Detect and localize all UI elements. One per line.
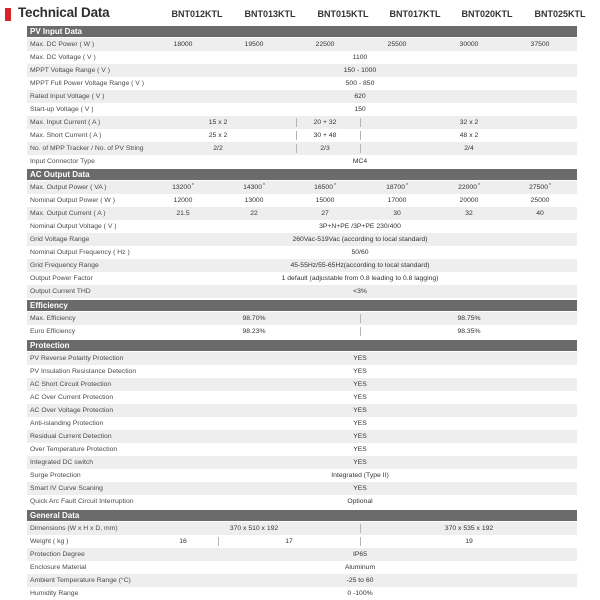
spec-value: 98.75% [457,315,481,322]
page-title: Technical Data [18,5,110,20]
spec-row-grid-frequency [27,259,577,272]
spec-value: 22500 [315,41,335,48]
spec-row-protection [27,378,577,391]
spec-label: Grid Frequency Range [30,262,99,269]
spec-row-connector [27,155,577,168]
spec-label: Rated Input Voltage ( V ) [30,93,105,100]
spec-value: 1 default (adjustable from 0.8 leading to 0.8 lagging) [281,275,439,282]
spec-label: Max. Input Current ( A ) [30,119,101,126]
spec-row-rated-input [27,90,577,103]
spec-value: 40 [536,210,544,217]
spec-row-power-factor [27,272,577,285]
spec-value: 30 [393,210,401,217]
spec-row-protection [27,365,577,378]
spec-value: 500 - 850 [345,80,375,87]
spec-label: Input Connector Type [30,158,95,165]
spec-value: 98.35% [457,328,481,335]
model-header: BNT012KTL [171,9,223,19]
spec-row-mpp-tracker [27,142,577,155]
spec-value: 16 [179,538,187,545]
spec-value: 17 [285,538,293,545]
spec-label: Smart IV Curve Scaning [30,485,103,492]
spec-value: YES [353,355,367,362]
spec-value: 25500 [387,41,407,48]
spec-row-max-dc-power [27,38,577,51]
spec-label: Anti-islanding Protection [30,420,104,427]
spec-value: YES [353,446,367,453]
spec-label: Ambient Temperature Range (°C) [30,577,131,584]
spec-label: Max. Output Power ( VA ) [30,184,107,191]
spec-row-nominal-frequency [27,246,577,259]
spec-row-protection [27,443,577,456]
spec-value: MC4 [352,158,368,165]
spec-value: 2/3 [320,145,330,152]
spec-row-euro-efficiency [27,325,577,338]
column-divider [360,144,361,153]
spec-label: Enclosure Material [30,564,87,571]
spec-row-max-dc-voltage [27,51,577,64]
spec-value: 27500* [529,183,551,191]
spec-row-protection [27,456,577,469]
spec-value: 3P+N+PE /3P+PE 230/400 [319,223,401,230]
spec-value: 32 x 2 [459,119,479,126]
spec-value: 45-55Hz/55-65Hz(according to local standard) [290,262,430,269]
section-ac-output: AC Output Data [27,169,577,180]
spec-value: IP65 [353,551,367,558]
spec-value: 370 x 510 x 192 [229,525,279,532]
spec-value: 0 -100% [347,590,373,597]
spec-value: 22 [250,210,258,217]
spec-value: 48 x 2 [459,132,479,139]
model-header: BNT017KTL [389,9,441,19]
spec-row-grid-voltage [27,233,577,246]
column-divider [360,118,361,127]
model-header: BNT020KTL [461,9,513,19]
spec-label: Quick Arc Fault Circuit Interruption [30,498,134,505]
spec-value: YES [353,407,367,414]
spec-label: AC Over Current Protection [30,394,114,401]
spec-label: No. of MPP Tracker / No. of PV String [30,145,144,152]
spec-value: 20 + 32 [313,119,337,126]
spec-row-nominal-power [27,194,577,207]
column-divider [296,131,297,140]
spec-row-weight [27,535,577,548]
spec-row-protection [27,417,577,430]
spec-value: 150 - 1000 [343,67,377,74]
spec-label: MPPT Full Power Voltage Range ( V ) [30,80,144,87]
spec-label: Start-up Voltage ( V ) [30,106,94,113]
spec-row-ambient [27,574,577,587]
spec-row-protection [27,352,577,365]
spec-label: AC Short Circuit Protection [30,381,112,388]
spec-row-humidity [27,587,577,600]
spec-value: 13000 [244,197,264,204]
spec-value: 18700* [386,183,408,191]
spec-row-protection [27,404,577,417]
model-header: BNT013KTL [244,9,296,19]
spec-value: 30 + 48 [313,132,337,139]
spec-value: YES [353,485,367,492]
column-divider [360,537,361,546]
spec-value: 1100 [352,54,368,61]
spec-value: 21.5 [176,210,190,217]
spec-label: PV Reverse Polarity Protection [30,355,124,362]
model-header: BNT015KTL [317,9,369,19]
spec-label: Over Temperature Protection [30,446,118,453]
spec-value: 98.23% [242,328,266,335]
spec-value: YES [353,394,367,401]
spec-row-max-output-power [27,181,577,194]
spec-value: YES [353,420,367,427]
spec-value: 620 [354,93,366,100]
spec-label: Protection Degree [30,551,85,558]
spec-row-nominal-voltage [27,220,577,233]
spec-value: 37500 [530,41,550,48]
spec-value: Optional [347,498,373,505]
spec-row-startup [27,103,577,116]
spec-label: Dimensions (W x H x D, mm) [30,525,118,532]
spec-row-thd [27,285,577,298]
spec-value: YES [353,368,367,375]
spec-label: Max. DC Power ( W ) [30,41,95,48]
column-divider [360,327,361,336]
spec-row-protection [27,482,577,495]
spec-value: 22000* [458,183,480,191]
spec-value: 260Vac-519Vac (according to local standard) [292,236,428,243]
spec-value: 150 [354,106,366,113]
spec-value: 32 [465,210,473,217]
spec-value: 15000 [315,197,335,204]
spec-row-protection [27,430,577,443]
spec-value: 25 x 2 [208,132,228,139]
spec-value: <3% [353,288,367,295]
spec-label: Integrated DC switch [30,459,94,466]
spec-row-mppt-range [27,64,577,77]
spec-value: -25 to 60 [346,577,374,584]
spec-value: 12000 [173,197,193,204]
column-divider [296,144,297,153]
spec-value: 14300* [243,183,265,191]
spec-row-protection [27,495,577,508]
spec-row-protection [27,391,577,404]
spec-value: 370 x 535 x 192 [444,525,494,532]
spec-label: Weight ( kg ) [30,538,69,545]
spec-label: AC Over Voltage Protection [30,407,114,414]
spec-value: 18000 [173,41,193,48]
spec-value: 13200* [172,183,194,191]
spec-label: Max. DC Voltage ( V ) [30,54,96,61]
spec-label: Output Current THD [30,288,91,295]
spec-row-protection [27,469,577,482]
spec-row-max-input-current [27,116,577,129]
section-general: General Data [27,510,577,521]
section-efficiency: Efficiency [27,300,577,311]
spec-label: Surge Protection [30,472,81,479]
spec-value: 16500* [314,183,336,191]
column-divider [218,537,219,546]
spec-value: YES [353,433,367,440]
spec-label: MPPT Voltage Range ( V ) [30,67,110,74]
spec-value: 15 x 2 [208,119,228,126]
spec-label: PV Insulation Resistance Detection [30,368,137,375]
spec-row-max-short-current [27,129,577,142]
spec-value: 19 [465,538,473,545]
column-divider [360,524,361,533]
spec-value: YES [353,381,367,388]
spec-label: Nominal Output Frequency ( Hz ) [30,249,130,256]
spec-row-dimensions [27,522,577,535]
spec-label: Nominal Output Voltage ( V ) [30,223,117,230]
spec-label: Humidity Range [30,590,79,597]
spec-label: Max. Short Current ( A ) [30,132,102,139]
spec-row-max-efficiency [27,312,577,325]
spec-value: 19500 [244,41,264,48]
spec-label: Residual Current Detection [30,433,112,440]
spec-value: 27 [321,210,329,217]
section-protection: Protection [27,340,577,351]
spec-row-protection-degree [27,548,577,561]
spec-label: Output Power Factor [30,275,93,282]
spec-label: Max. Output Current ( A ) [30,210,106,217]
spec-label: Grid Voltage Range [30,236,90,243]
spec-value: Integrated (Type II) [331,472,389,479]
spec-label: Max. Efficiency [30,315,76,322]
spec-value: 30000 [459,41,479,48]
column-divider [360,314,361,323]
header [0,0,600,26]
spec-value: 17000 [387,197,407,204]
column-divider [360,131,361,140]
spec-label: Euro Efficiency [30,328,76,335]
spec-row-enclosure [27,561,577,574]
spec-value: 50/60 [351,249,369,256]
spec-row-mppt-full [27,77,577,90]
spec-value: Aluminum [344,564,376,571]
column-divider [296,118,297,127]
spec-value: 20000 [459,197,479,204]
spec-value: 2/2 [213,145,223,152]
section-pv-input: PV Input Data [27,26,577,37]
model-header: BNT025KTL [534,9,586,19]
spec-value: 25000 [530,197,550,204]
spec-value: 2/4 [464,145,474,152]
spec-row-max-output-current [27,207,577,220]
spec-value: 98.70% [242,315,266,322]
red-marker-icon [5,8,11,21]
spec-label: Nominal Output Power ( W ) [30,197,115,204]
spec-value: YES [353,459,367,466]
